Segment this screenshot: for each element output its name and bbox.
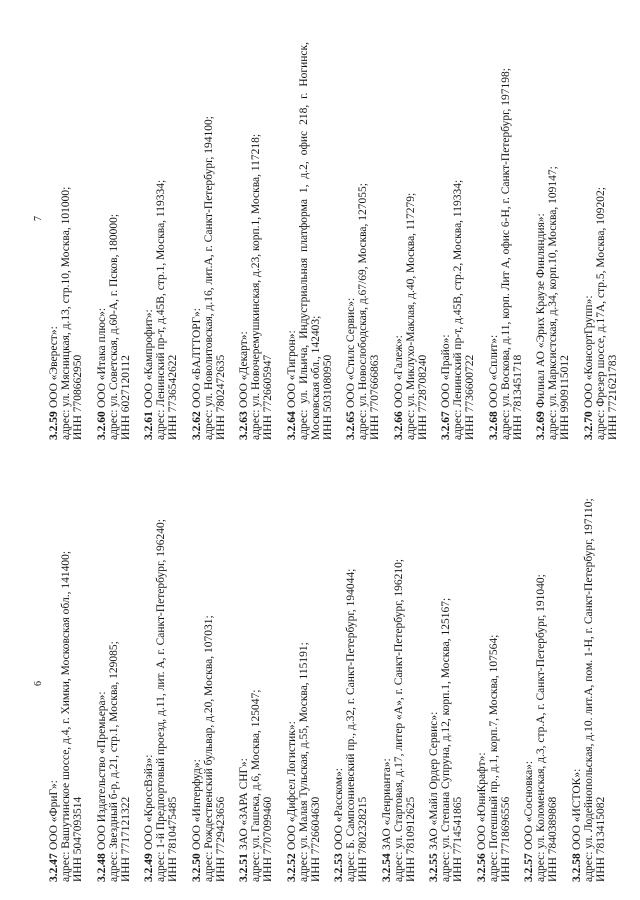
entry-company-name: ООО «Стилс Сервис»: xyxy=(345,297,357,409)
registry-entry xyxy=(286,42,334,440)
registry-entry xyxy=(191,475,227,882)
entry-inn: ИНН 5031080950 xyxy=(321,354,334,440)
entry-number: 3.2.55 xyxy=(428,853,440,882)
entry-address: адрес: Ленинский пр-т, д.45В, стр.1, Москва, 119334; xyxy=(155,179,167,440)
registry-entry xyxy=(488,42,524,440)
registry-entry xyxy=(48,42,84,440)
entry-inn: ИНН 6027120112 xyxy=(119,355,132,440)
entry-number: 3.2.56 xyxy=(475,853,488,882)
entry-number: 3.2.60 xyxy=(95,411,108,440)
entry-title xyxy=(96,42,108,440)
entry-title xyxy=(191,42,203,440)
entry-number: 3.2.59 xyxy=(48,411,60,440)
registry-entry xyxy=(571,475,607,882)
entry-inn: ИНН 7802328215 xyxy=(357,796,369,882)
registry-entry xyxy=(238,475,274,882)
entry-inn: ИНН 5047093514 xyxy=(72,796,84,882)
entry-title xyxy=(96,475,108,882)
page-number: 6 xyxy=(33,681,44,686)
entry-list xyxy=(48,42,630,440)
entry-address: адрес: ул. Степана Супруна, д.12, корп.1, Москва, 125167; xyxy=(440,597,452,882)
entry-address: адрес: ул. Новослободская, д.67/69, Москва, 127055; xyxy=(357,183,369,440)
entry-company-name: ООО «Прайо»: xyxy=(440,334,452,409)
entry-inn: ИНН 7813451718 xyxy=(511,354,524,440)
entry-inn: ИНН 7736600722 xyxy=(464,354,476,440)
entry-company-name: ООО «ЮниКрафт»: xyxy=(475,752,488,851)
entry-company-name: ООО «Кампрофит»: xyxy=(143,309,155,409)
entry-inn: ИНН 7717121322 xyxy=(119,796,132,882)
entry-title xyxy=(535,42,547,440)
registry-entry xyxy=(143,42,179,440)
entry-company-name: ЗАО «Ленрианта»: xyxy=(380,758,393,851)
entry-address: адрес: ул. Новолитовская, д.16, лит.А, г. Санкт-Петербург, 194100; xyxy=(202,116,215,440)
entry-inn: ИНН 7721621783 xyxy=(606,354,619,440)
entry-company-name: ООО «Тигрон»: xyxy=(285,330,298,409)
entry-company-name: ЗАО «ЗАРА СНГ»: xyxy=(238,758,250,851)
registry-entry xyxy=(535,42,571,440)
entry-number: 3.2.65 xyxy=(345,411,357,440)
registry-entry xyxy=(393,42,429,440)
entry-address: адрес: Потешный пр., д.1, корп.7, Москва, 107564; xyxy=(487,634,500,882)
entry-address: адрес: ул. Воскова, д.11, корп. Лит А, офис 6-Н, г. Санкт-Петербург, 197198; xyxy=(499,68,512,440)
entry-address: адрес: ул. Новочеремушкинская, д.23, корп.1, Москва, 117218; xyxy=(250,133,262,440)
entry-inn: ИНН 7729423656 xyxy=(214,796,227,882)
entry-number: 3.2.69 xyxy=(535,411,547,440)
entry-title xyxy=(333,475,345,882)
entry-title xyxy=(440,42,452,440)
entry-inn: ИНН 7810912625 xyxy=(404,796,417,882)
entry-inn: ИНН 7810475485 xyxy=(167,796,179,882)
entry-title xyxy=(191,475,203,882)
entry-company-name: ЗАО «Майл Ордер Сервис»: xyxy=(428,711,440,851)
entry-company-name: ООО «Декарт»: xyxy=(238,331,250,409)
entry-company-name: ООО «ФриГ»: xyxy=(48,780,60,851)
registry-entry xyxy=(96,42,132,440)
entry-number: 3.2.63 xyxy=(238,411,250,440)
entry-number: 3.2.58 xyxy=(570,853,583,882)
page-right xyxy=(0,42,640,440)
entry-inn: ИНН 7707099460 xyxy=(262,796,274,882)
entry-company-name: ООО Издательство «Премьера»: xyxy=(95,691,108,851)
entry-number: 3.2.50 xyxy=(190,853,203,882)
entry-inn: ИНН 7708662950 xyxy=(72,354,84,440)
entry-title xyxy=(428,475,440,882)
entry-address: Московская обл., 142403; xyxy=(309,315,322,440)
entry-inn: ИНН 7707666863 xyxy=(369,354,381,440)
entry-address: адрес: ул. Стартовая, д.17, литер «А», г. Санкт-Петербург, 196210; xyxy=(392,558,405,882)
entry-address: адрес: ул. Лодейнопольская, д.10. лит.А, пом. 1-Н, г. Санкт-Петербург, 197110; xyxy=(582,498,595,882)
page-number: 7 xyxy=(33,216,44,221)
registry-entry xyxy=(238,42,274,440)
registry-entry xyxy=(476,475,512,882)
registry-entry xyxy=(428,475,464,882)
entry-company-name: ООО «БАЛТТОРГ»: xyxy=(190,308,203,409)
registry-entry xyxy=(583,42,619,440)
entry-address: адрес: ул. Гашека, д.6, Москва, 125047; xyxy=(250,689,262,882)
entry-title xyxy=(286,475,298,882)
entry-title xyxy=(571,475,583,882)
entry-number: 3.2.53 xyxy=(333,853,345,882)
entry-inn: ИНН 7728708240 xyxy=(416,354,429,440)
entry-number: 3.2.67 xyxy=(440,411,452,440)
registry-entry xyxy=(523,475,559,882)
entry-number: 3.2.57 xyxy=(523,853,535,882)
entry-title xyxy=(523,475,535,882)
registry-entry xyxy=(286,475,322,882)
page-left xyxy=(0,475,640,882)
entry-title xyxy=(345,42,357,440)
entry-inn: ИНН 7736542622 xyxy=(167,354,179,440)
entry-address: адрес: Звездный б-р, д.21, стр.1, Москва, 129085; xyxy=(107,641,120,882)
entry-number: 3.2.47 xyxy=(48,853,60,882)
entry-inn: ИНН 7726605947 xyxy=(262,354,274,440)
entry-number: 3.2.64 xyxy=(285,411,298,440)
entry-title xyxy=(48,42,60,440)
entry-address: адрес: Рождественский бульвар, д.20, Москва, 107031; xyxy=(202,615,215,882)
entry-company-name: ООО «КроссВэйз»: xyxy=(143,754,155,851)
entry-address: адрес: ул. Мясницкая, д.13, стр.10, Москва, 101000; xyxy=(60,186,72,440)
entry-title xyxy=(393,42,405,440)
entry-address: адрес: 1-й Предпортовый проезд, д.11, лит. А, г. Санкт-Петербург, 196240; xyxy=(155,519,167,882)
entry-inn: ИНН 7718696556 xyxy=(499,796,512,882)
entry-company-name: ООО «Эверест»: xyxy=(48,326,60,409)
entry-title xyxy=(238,475,250,882)
registry-entry xyxy=(48,475,84,882)
entry-inn: ИНН 7726604630 xyxy=(309,796,322,882)
entry-company-name: ООО «Дифсел Логистик»: xyxy=(285,721,298,851)
registry-entry xyxy=(96,475,132,882)
entry-address: адрес: ул. Коломенская, д.3, стр.А, г. Санкт-Петербург, 191040; xyxy=(535,574,547,882)
entry-company-name: Филиал АО «Эрих Краузе Финляндия»: xyxy=(535,213,547,409)
entry-number: 3.2.48 xyxy=(95,853,108,882)
entry-company-name: ООО «Итака плюс»: xyxy=(95,307,108,409)
entry-address: адрес: Вашутинское шоссе, д.4, г. Химки, Московская обл., 141400; xyxy=(60,550,72,882)
entry-number: 3.2.62 xyxy=(190,411,203,440)
entry-number: 3.2.70 xyxy=(582,411,595,440)
entry-address: адрес: ул. Ильича, Индустриальная платформа 1, д.2, офис 218, г. Ногинск, xyxy=(297,42,310,440)
entry-company-name: ООО «Интерфуд»: xyxy=(190,759,203,851)
entry-company-name: ООО «Сплит»: xyxy=(487,334,500,409)
entry-title xyxy=(238,42,250,440)
entry-address: адрес: Фрезер шоссе, д.17А, стр.5, Москва, 109202; xyxy=(594,187,607,440)
entry-number: 3.2.52 xyxy=(285,853,298,882)
entry-address: адрес: ул. Советская, д.60-А, г. Псков, 180000; xyxy=(107,213,120,440)
entry-inn: ИНН 7840389868 xyxy=(547,796,559,882)
entry-number: 3.2.66 xyxy=(392,411,405,440)
entry-address: адрес: ул. Малая Тульская, д.55, Москва, 115191; xyxy=(297,642,310,882)
entry-company-name: ООО «Галеж»: xyxy=(392,335,405,409)
entry-list xyxy=(48,475,618,882)
entry-company-name: ООО «ИСТОК»: xyxy=(570,768,583,851)
entry-number: 3.2.68 xyxy=(487,411,500,440)
entry-number: 3.2.61 xyxy=(143,411,155,440)
entry-inn: ИНН 9909115012 xyxy=(559,355,571,440)
registry-entry xyxy=(143,475,179,882)
entry-number: 3.2.54 xyxy=(380,853,393,882)
entry-address: адрес: ул. Миклухо-Маклая, д.40, Москва, 117279; xyxy=(404,192,417,440)
entry-title xyxy=(488,42,500,440)
entry-address: адрес: Ленинский пр-т, д.45В, стр.2, Москва, 119334; xyxy=(452,179,464,440)
entry-title xyxy=(48,475,60,882)
entry-title xyxy=(143,42,155,440)
registry-entry xyxy=(381,475,417,882)
registry-entry xyxy=(345,42,381,440)
entry-inn: ИНН 7802472635 xyxy=(214,354,227,440)
entry-title xyxy=(143,475,155,882)
entry-number: 3.2.51 xyxy=(238,853,250,882)
registry-entry xyxy=(191,42,227,440)
entry-title xyxy=(381,475,393,882)
entry-title xyxy=(583,42,595,440)
entry-title xyxy=(476,475,488,882)
entry-address: адрес: ул. Марксистская, д.34, корп.10, Москва, 109147; xyxy=(547,166,559,440)
entry-inn: ИНН 7813415082 xyxy=(594,796,607,882)
entry-address: адрес: Б. Сампсониевский пр., д.32, г. Санкт-Петербург, 194044; xyxy=(345,568,357,882)
entry-inn: ИНН 7714541865 xyxy=(452,796,464,882)
entry-company-name: ООО «Расском»: xyxy=(333,768,345,851)
entry-company-name: ООО «Сосновка»: xyxy=(523,760,535,851)
registry-entry xyxy=(333,475,369,882)
entry-company-name: ООО «КонсортГрупп»: xyxy=(582,295,595,409)
registry-entry xyxy=(440,42,476,440)
entry-number: 3.2.49 xyxy=(143,853,155,882)
entry-title xyxy=(286,42,298,440)
